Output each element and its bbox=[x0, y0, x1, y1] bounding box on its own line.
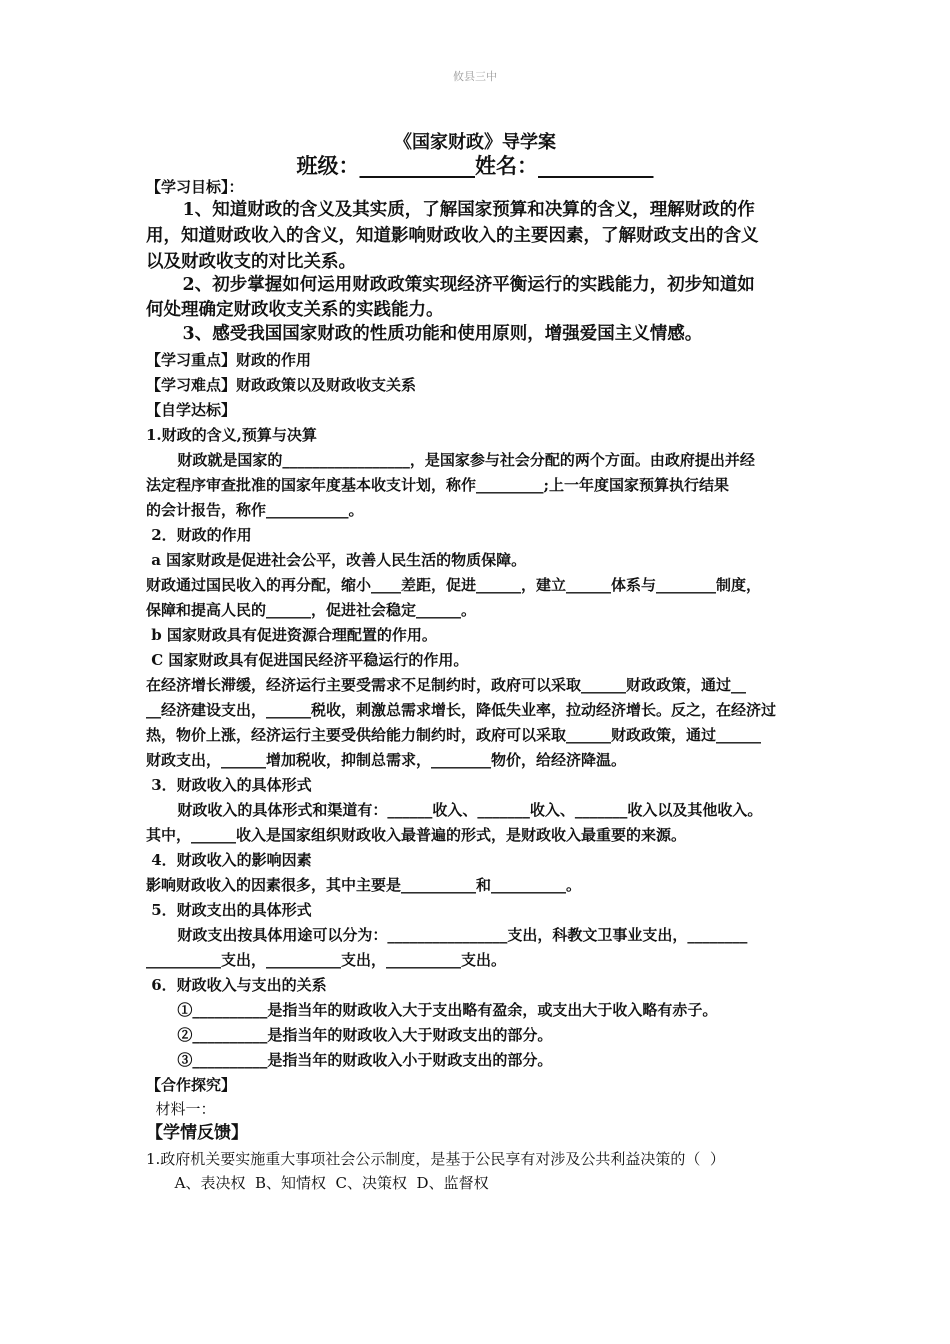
document-title: 《国家财政》导学案 bbox=[394, 132, 556, 153]
cooperation-heading: 【合作探究】 bbox=[146, 1076, 237, 1094]
content-line: 保障和提高人民的______，促进社会稳定______。 bbox=[146, 601, 477, 619]
section-heading: 1.财政的含义,预算与决算 bbox=[146, 426, 317, 444]
content-line: 在经济增长滞缓，经济运行主要受需求不足制约时，政府可以采取______财政政策，通过__ bbox=[146, 676, 747, 694]
content-line: 法定程序审查批准的国家年度基本收支计划，称作_________;上一年度国家预算执行结果 bbox=[146, 476, 730, 494]
content-line: __经济建设支出，______税收，刺激总需求增长，降低失业率，拉动经济增长。反之，在经济过 bbox=[146, 701, 777, 719]
content-line: 的会计报告，称作___________。 bbox=[146, 501, 364, 519]
page-header: 攸县三中 bbox=[453, 70, 497, 83]
section-heading: 6．财政收入与支出的关系 bbox=[146, 976, 327, 994]
section-heading: 4．财政收入的影响因素 bbox=[146, 851, 312, 869]
content-line: ①__________是指当年的财政收入大于支出略有盈余，或支出大于收入略有赤子。 bbox=[146, 1001, 718, 1019]
section-heading: 2．财政的作用 bbox=[146, 526, 252, 544]
content-line: b 国家财政具有促进资源合理配置的作用。 bbox=[146, 626, 437, 644]
content-line: 其中，______收入是国家组织财政收入最普遍的形式，是财政收入最重要的来源。 bbox=[146, 826, 687, 844]
objective-line: 2、初步掌握如何运用财政政策实现经济平衡运行的实践能力，初步知道如 bbox=[146, 275, 755, 295]
question-line: 1.政府机关要实施重大事项社会公示制度，是基于公民享有对涉及公共利益决策的（ ） bbox=[146, 1150, 725, 1168]
material-label: 材料一： bbox=[146, 1100, 216, 1118]
content-line: ②__________是指当年的财政收入大于财政支出的部分。 bbox=[146, 1026, 553, 1044]
content-line: 财政通过国民收入的再分配，缩小____差距，促进______，建立______体系与________制度， bbox=[146, 576, 762, 594]
content-line: 财政支出按具体用途可以分为：________________支出，科教文卫事业支出，________ bbox=[146, 926, 748, 944]
section-heading: 5．财政支出的具体形式 bbox=[146, 901, 312, 919]
self-study-heading: 【自学达标】 bbox=[146, 401, 237, 419]
content-line: 财政支出，______增加税收，抑制总需求，________物价，给经济降温。 bbox=[146, 751, 627, 769]
content-line: 热，物价上涨，经济运行主要受供给能力制约时，政府可以采取______财政政策，通过______ bbox=[146, 726, 762, 744]
content-line: C 国家财政具有促进国民经济平稳运行的作用。 bbox=[146, 651, 469, 669]
objective-line: 以及财政收支的对比关系。 bbox=[146, 252, 356, 272]
objective-line: 3、感受我国国家财政的性质功能和使用原则，增强爱国主义情感。 bbox=[146, 324, 703, 344]
section-heading: 3．财政收入的具体形式 bbox=[146, 776, 312, 794]
feedback-heading: 【学情反馈】 bbox=[146, 1123, 248, 1143]
objective-line: 用，知道财政收入的含义，知道影响财政收入的主要因素，了解财政支出的含义 bbox=[146, 226, 759, 246]
objectives-heading: 【学习目标】： bbox=[146, 178, 244, 196]
content-line: 财政收入的具体形式和渠道有：______收入、_______收入、_______收入以及其他收入。 bbox=[146, 801, 763, 819]
content-line: __________支出，__________支出，__________支出。 bbox=[146, 951, 507, 969]
key-point-heading: 【学习重点】财政的作用 bbox=[146, 351, 312, 369]
content-line: 财政就是国家的_________________，是国家参与社会分配的两个方面。由政府提出并经 bbox=[146, 451, 755, 469]
difficulty-heading: 【学习难点】财政政策以及财政收支关系 bbox=[146, 376, 417, 394]
content-line: ③__________是指当年的财政收入小于财政支出的部分。 bbox=[146, 1051, 553, 1069]
content-line: 影响财政收入的因素很多，其中主要是__________和__________。 bbox=[146, 876, 582, 894]
question-options: A、表决权 B、知情权 C、决策权 D、监督权 bbox=[146, 1174, 489, 1192]
objective-line: 1、知道财政的含义及其实质，了解国家预算和决算的含义，理解财政的作 bbox=[146, 200, 755, 220]
content-line: a 国家财政是促进社会公平，改善人民生活的物质保障。 bbox=[146, 551, 527, 569]
class-name-line: 班级：___________姓名：___________ bbox=[296, 153, 654, 178]
objective-line: 何处理确定财政收支关系的实践能力。 bbox=[146, 300, 444, 320]
